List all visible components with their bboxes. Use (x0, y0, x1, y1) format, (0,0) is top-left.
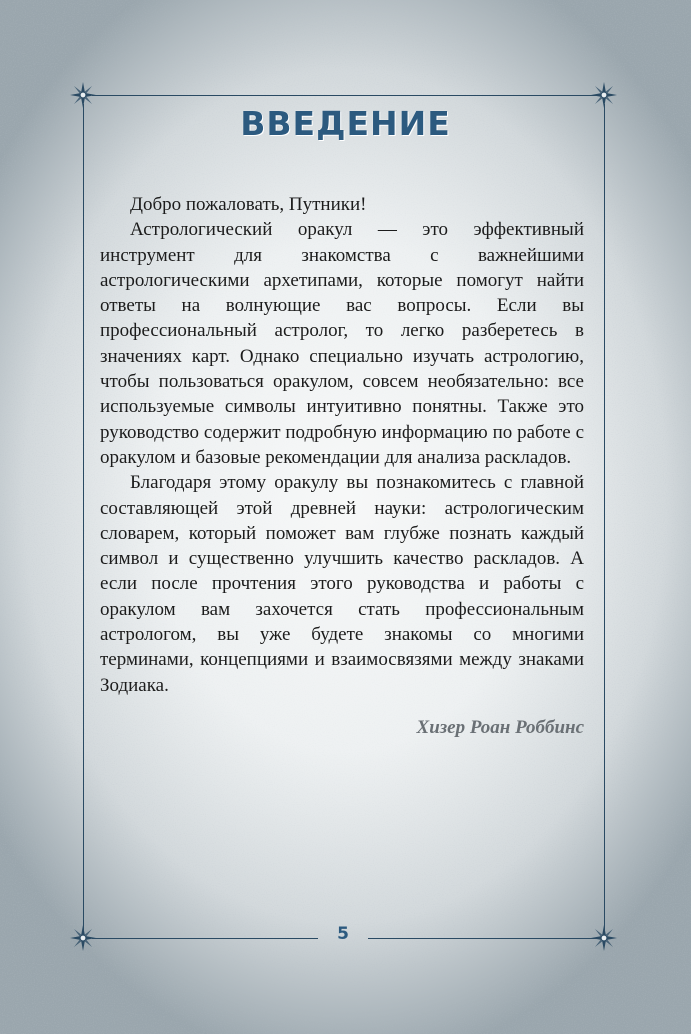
frame-bottom-right-line (368, 938, 599, 939)
frame-bottom-left-line (92, 938, 318, 939)
body-text (100, 192, 584, 698)
compass-star-ornament-icon (70, 925, 96, 951)
author-signature: Хизер Роан Роббинс (416, 717, 584, 738)
greeting-paragraph: Добро пожаловать, Путники! (130, 194, 367, 215)
frame-top-line (92, 95, 599, 96)
body-paragraph: Астрологический оракул — это эффективный инструмент для знакомства с важнейшими астрологическими архетипами, которые помогут найти ответы на волнующие вас вопросы. Если вы профессиональный астролог, то легко разберетесь в значениях карт. Однако специально изучать астрологию, чтобы пользоваться оракулом, совсем необязательно: все используемые символы интуитивно понятны. Также это руководство содержит подробную информацию по работе с оракулом и базовые рекомендации для анализа раскладов. (100, 219, 584, 468)
compass-star-ornament-icon (591, 925, 617, 951)
page-title: ВВЕДЕНИЕ (240, 104, 451, 143)
frame-right-line (604, 104, 605, 930)
page-number: 5 (337, 924, 349, 944)
body-paragraph: Благодаря этому оракулу вы познакомитесь с главной составляющей этой древней науки: астрологическим словарем, который поможет вам глубже познать каждый символ и существенно улучшить качество раскладов. А если после прочтения этого руководства и работы с оракулом вам захочется стать профессиональным астрологом, вы уже будете знакомы со многими терминами, концепциями и взаимосвязями между знаками Зодиака. (100, 472, 584, 696)
frame-left-line (83, 104, 84, 930)
